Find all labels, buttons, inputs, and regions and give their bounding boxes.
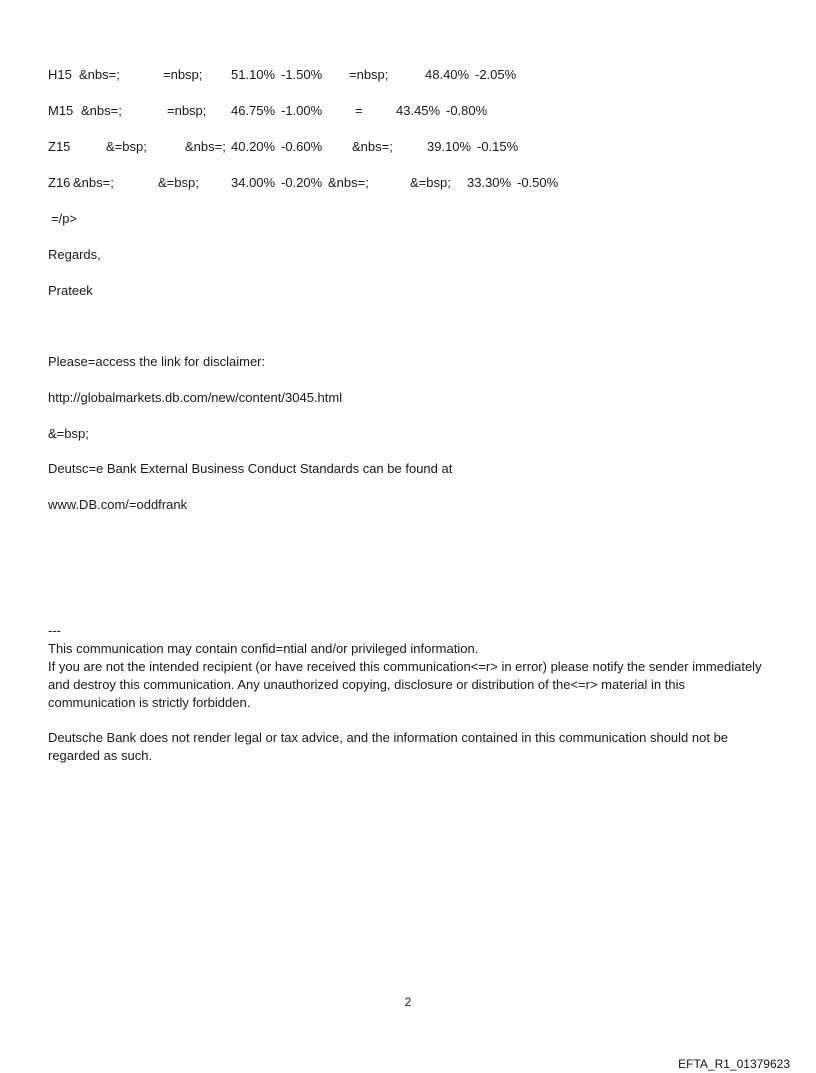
row-value-2: 33.30% — [467, 175, 512, 190]
row-artifact: &nbs=; — [73, 175, 114, 190]
row-value-2: 39.10% — [427, 139, 472, 154]
document-id: EFTA_R1_01379623 — [678, 1057, 790, 1071]
legal-text: Deutsche Bank does not render legal or tax advice, and the information contained in this communication should not be regarded as such. — [48, 730, 729, 763]
disclaimer-intro: Please=access the link for disclaimer: — [48, 354, 266, 369]
row-value-2: 48.40% — [425, 67, 470, 82]
page-number: 2 — [404, 995, 412, 1009]
row-label: H15 — [48, 67, 72, 82]
separator: --- — [48, 623, 61, 638]
row-label: Z15 — [48, 139, 71, 154]
closing-salutation: Regards, — [48, 247, 101, 262]
row-artifact: =nbsp; — [349, 67, 389, 82]
row-artifact: &=bsp; — [158, 175, 199, 190]
row-delta-1: -1.00% — [281, 103, 323, 118]
conduct-standards-link: www.DB.com/=oddfrank — [48, 497, 188, 512]
row-delta-1: -1.50% — [281, 67, 323, 82]
html-artifact-line: &=bsp; — [48, 426, 89, 441]
row-delta-2: -0.80% — [446, 103, 488, 118]
row-value-2: 43.45% — [396, 103, 441, 118]
row-label: M15 — [48, 103, 74, 118]
confidential-line-2: If you are not the intended recipient (or have received this communication<=r> in error) please notify the sender immediately and destroy this communication. Any unauthorized copying, disclosure or distribution of the<=r> material in this communication is strictly forbidden. — [48, 659, 762, 710]
html-artifact-line: =/p> — [51, 211, 78, 226]
conduct-standards-text: Deutsc=e Bank External Business Conduct Standards can be found at — [48, 461, 453, 476]
row-artifact: =nbsp; — [167, 103, 207, 118]
row-value-1: 46.75% — [231, 103, 276, 118]
confidentiality-notice — [48, 622, 768, 712]
row-artifact: &nbs=; — [81, 103, 122, 118]
row-value-1: 34.00% — [231, 175, 276, 190]
row-delta-2: -0.15% — [477, 139, 519, 154]
row-artifact: &nbs=; — [79, 67, 120, 82]
row-artifact: &nbs=; — [328, 175, 369, 190]
disclaimer-link: http://globalmarkets.db.com/new/content/3045.html — [48, 390, 343, 405]
legal-notice — [48, 729, 768, 765]
row-value-1: 40.20% — [231, 139, 276, 154]
row-delta-2: -2.05% — [475, 67, 517, 82]
row-delta-2: -0.50% — [517, 175, 559, 190]
row-artifact: &nbs=; — [185, 139, 226, 154]
row-artifact: =nbsp; — [163, 67, 203, 82]
sender-name: Prateek — [48, 283, 93, 298]
row-artifact: &=bsp; — [410, 175, 451, 190]
row-artifact: &nbs=; — [352, 139, 393, 154]
confidential-line-1: This communication may contain confid=ntial and/or privileged information. — [48, 641, 479, 656]
row-value-1: 51.10% — [231, 67, 276, 82]
row-artifact: = — [355, 103, 363, 118]
row-artifact: &=bsp; — [106, 139, 147, 154]
row-label: Z16 — [48, 175, 71, 190]
row-delta-1: -0.20% — [281, 175, 323, 190]
row-delta-1: -0.60% — [281, 139, 323, 154]
